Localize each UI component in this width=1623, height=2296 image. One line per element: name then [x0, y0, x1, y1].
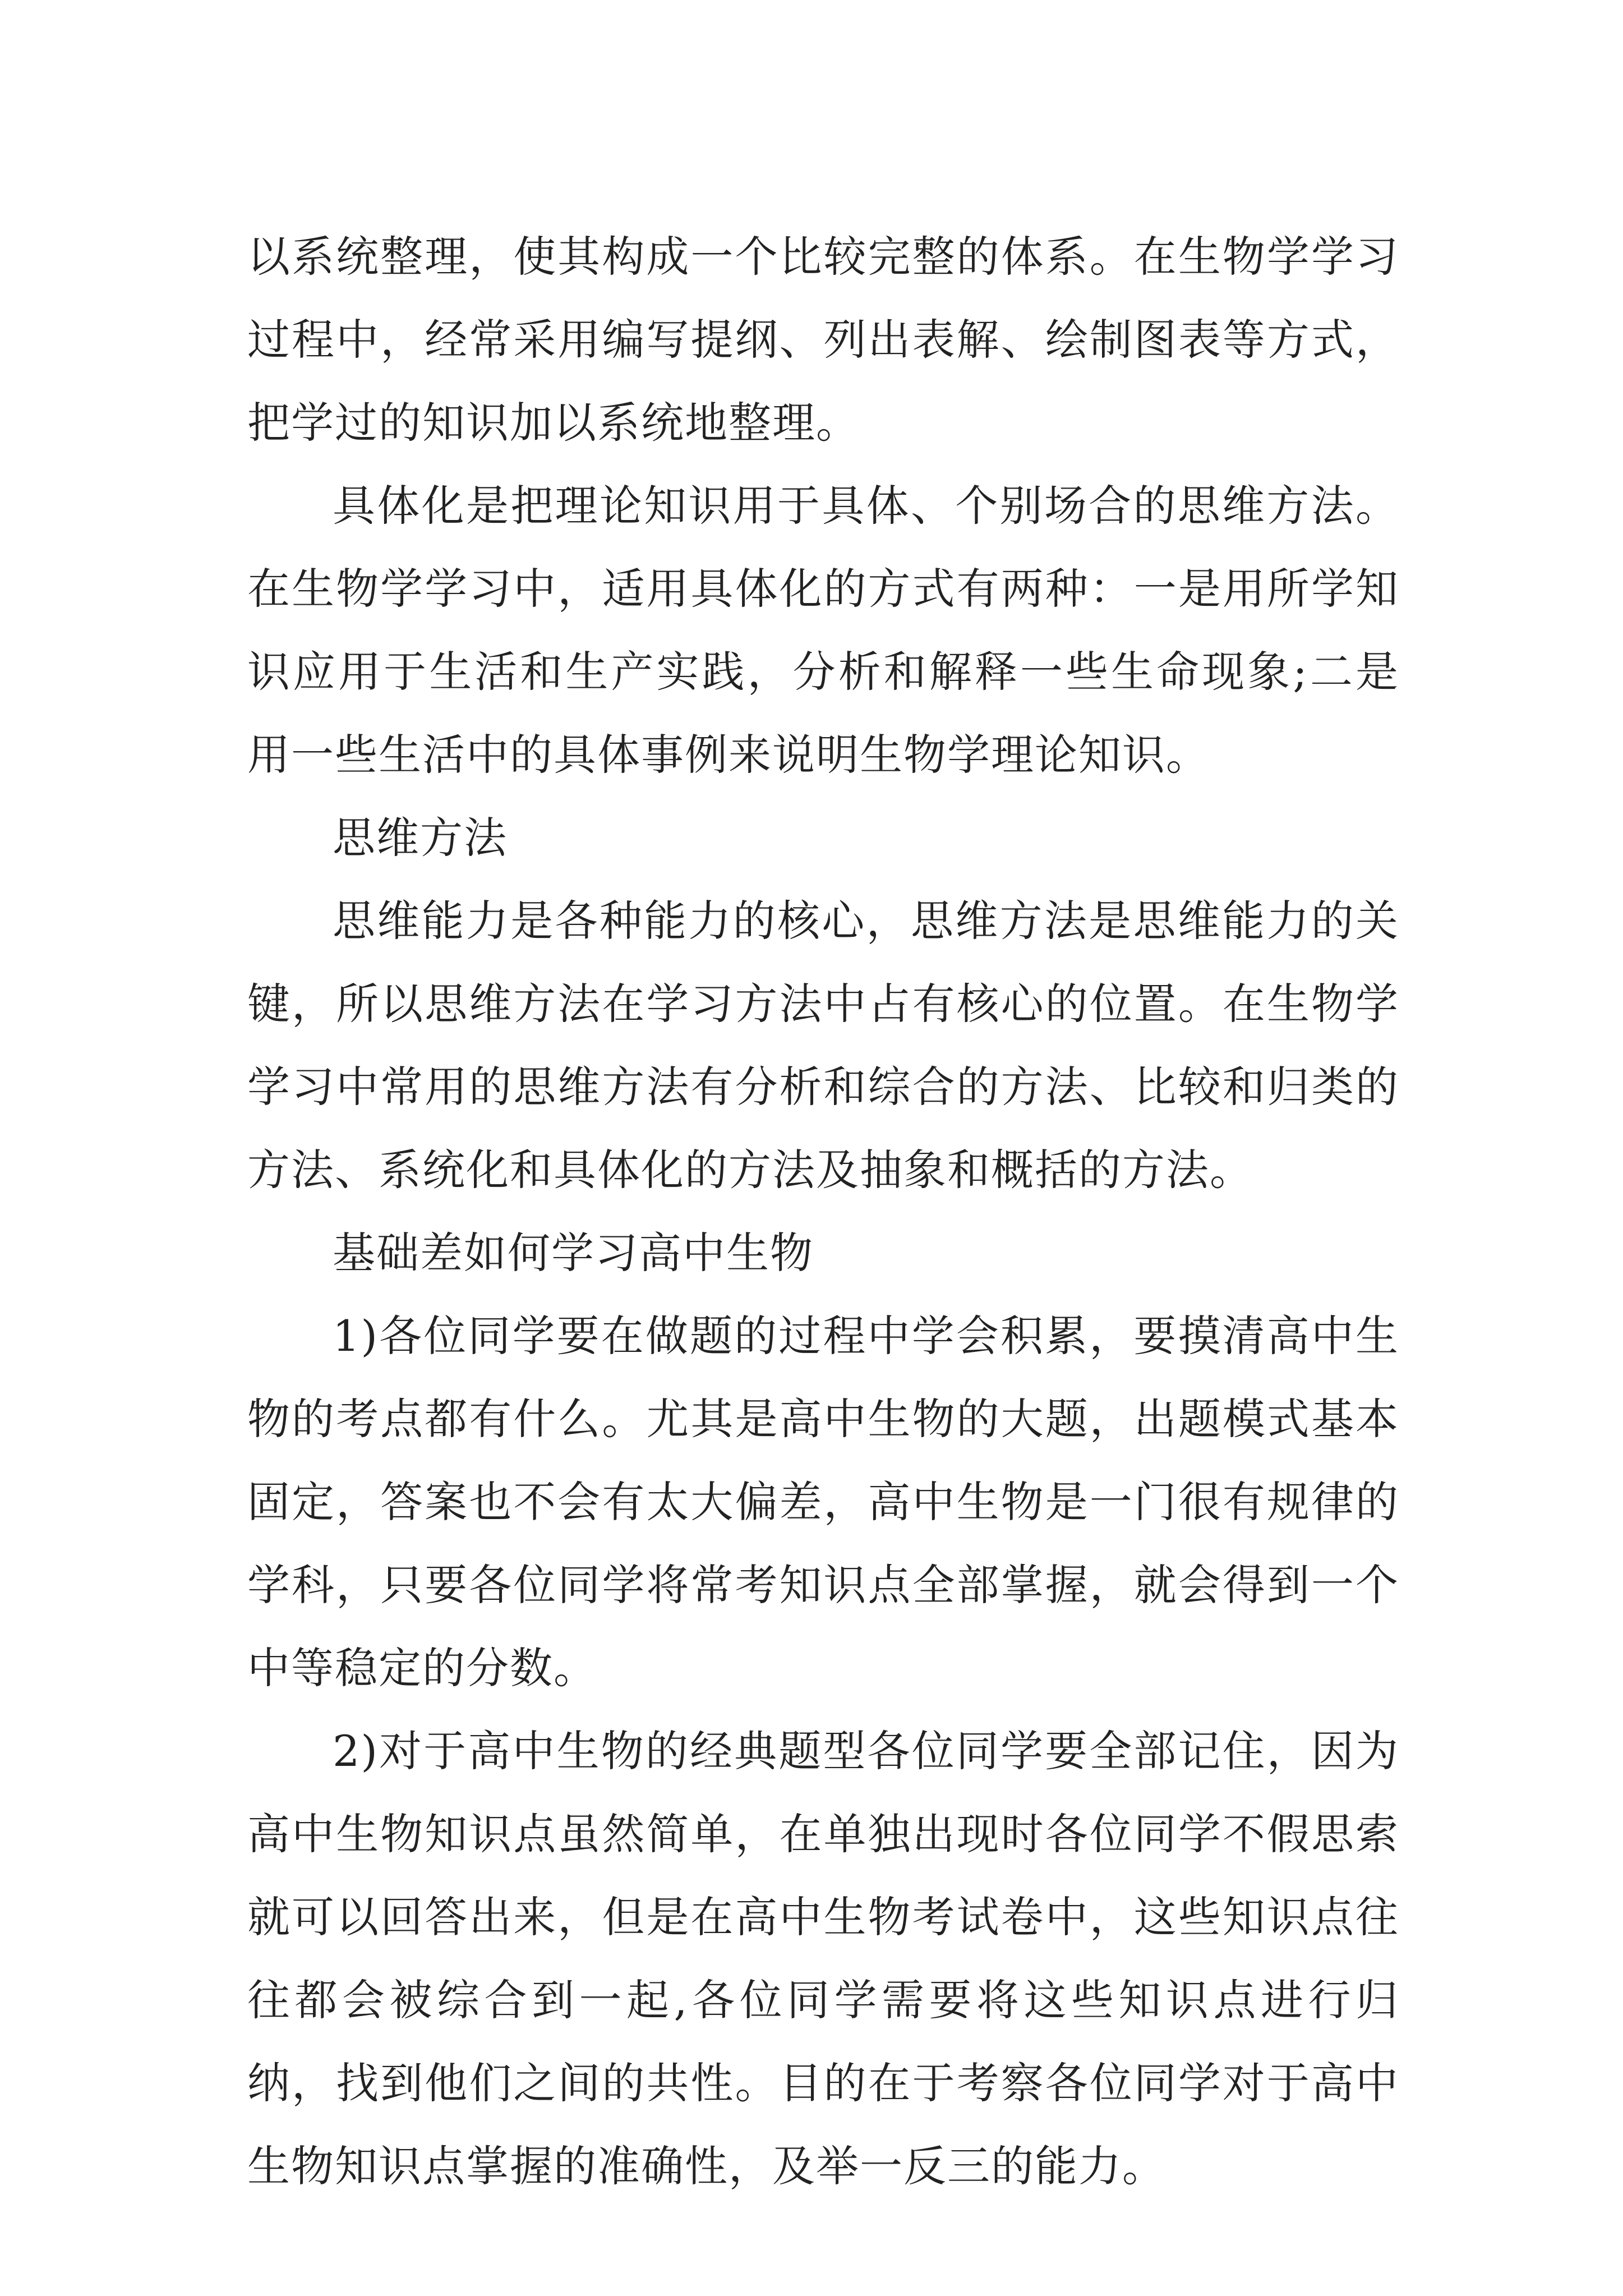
section-heading-weak-foundation: 基础差如何学习高中生物 — [333, 1228, 814, 1278]
paragraph-tip-2: 2)对于高中生物的经典题型各位同学要全部记住，因为高中生物知识点虽然简单，在单独出现时各位同学不假思索就可以回答出来，但是在高中生物考试卷中，这些知识点往往都会被综合到一起,各位同学需要将这些知识点进行归纳，找到他们之间的共性。目的在于考察各位同学对于高中生物知识点掌握的准确性，及举一反三的能力。 — [247, 1726, 1399, 2191]
paragraph-concretization: 具体化是把理论知识用于具体、个别场合的思维方法。在生物学学习中，适用具体化的方式有两种：一是用所学知识应用于生活和生产实践，分析和解释一些生命现象;二是用一些生活中的具体事例来说明生物学理论知识。 — [247, 481, 1399, 780]
paragraph-tip-1: 1)各位同学要在做题的过程中学会积累，要摸清高中生物的考点都有什么。尤其是高中生物的大题，出题模式基本固定，答案也不会有太大偏差，高中生物是一门很有规律的学科，只要各位同学将常考知识点全部掌握，就会得到一个中等稳定的分数。 — [247, 1311, 1399, 1693]
document-body — [247, 215, 1399, 2208]
paragraph-system-organization: 以系统整理，使其构成一个比较完整的体系。在生物学学习过程中，经常采用编写提纲、列出表解、绘制图表等方式，把学过的知识加以系统地整理。 — [247, 232, 1399, 448]
section-heading-thinking-methods: 思维方法 — [333, 813, 508, 863]
paragraph-thinking-ability: 思维能力是各种能力的核心，思维方法是思维能力的关键，所以思维方法在学习方法中占有核心的位置。在生物学学习中常用的思维方法有分析和综合的方法、比较和归类的方法、系统化和具体化的方法及抽象和概括的方法。 — [247, 896, 1399, 1195]
